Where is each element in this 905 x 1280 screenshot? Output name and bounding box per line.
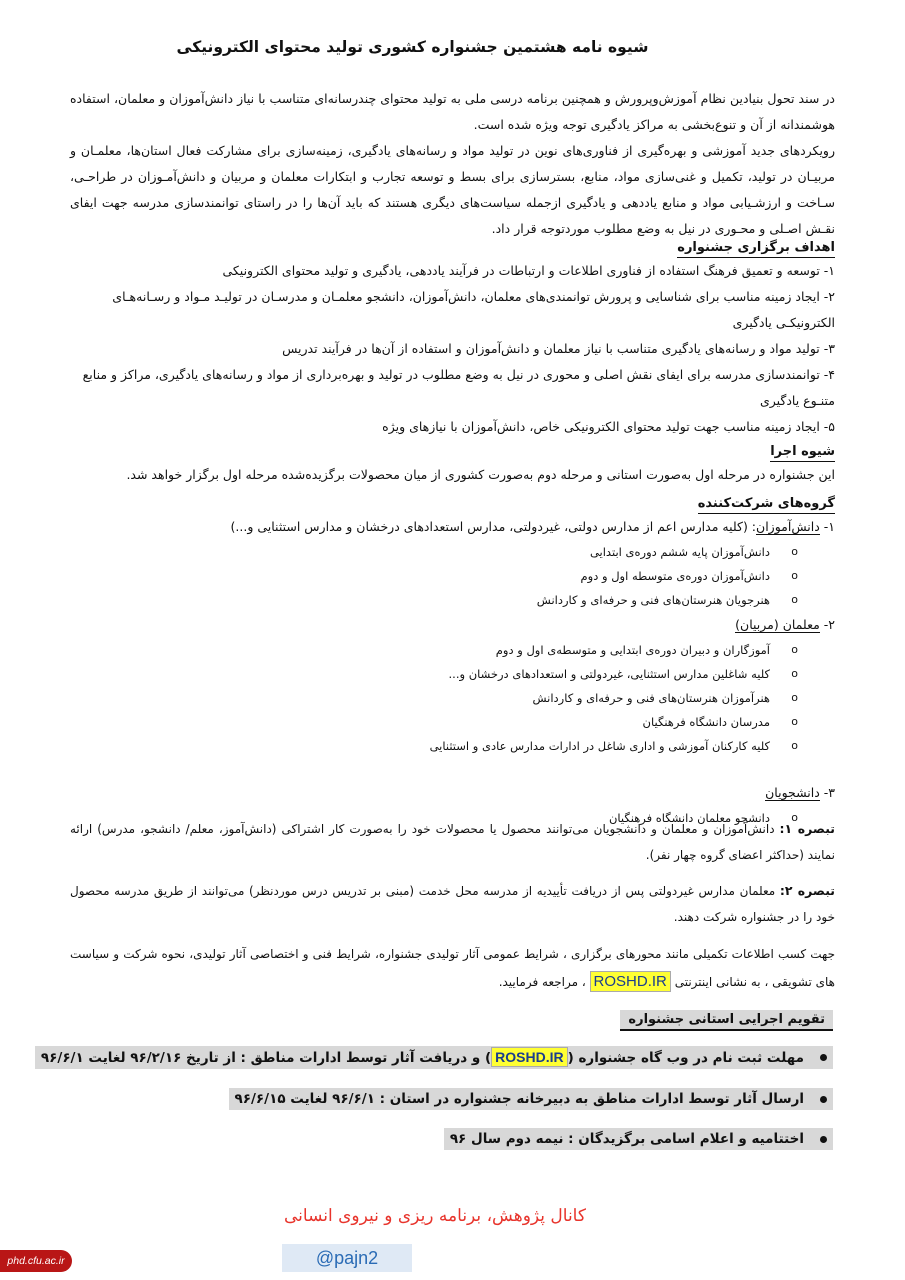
group-2-title xyxy=(70,612,835,638)
list-item: o هنرجویان هنرستان‌های فنی و حرفه‌ای و کاردانش xyxy=(70,588,770,612)
groups-heading: گروه‌های شرکت‌کننده xyxy=(698,495,835,514)
info-text-before: جهت کسب اطلاعات تکمیلی مانند محورهای برگزاری ، شرایط عمومی آثار تولیدی جشنواره، شرایط فنی و اختصاصی آثار تولیدی، نحوه شرکت و سیاست های تشویقی ، به نشانی اینترنتی xyxy=(70,947,835,989)
list-item: o آموزگاران و دبیران دوره‌ی ابتدایی و متوسطه‌ی اول و دوم xyxy=(70,638,770,662)
bullet-icon xyxy=(820,1136,827,1143)
bullet-icon xyxy=(820,1054,827,1061)
group-1-title xyxy=(70,514,835,540)
note-1-label: تبصره ۱: xyxy=(779,821,835,836)
calendar-item-2-text: ارسال آثار توسط ادارات مناطق به دبیرخانه جشنواره در استان : ۹۶/۶/۱ لغایت ۹۶/۶/۱۵ xyxy=(234,1091,804,1107)
calendar-item-1-b: ) و دریافت آثار توسط ادارات مناطق : از تاریخ ۹۶/۲/۱۶ لغایت ۹۶/۶/۱ xyxy=(40,1050,492,1066)
groups-section xyxy=(70,492,835,830)
bullet-icon xyxy=(820,1096,827,1103)
goals-heading: اهداف برگزاری جشنواره xyxy=(677,239,835,258)
note-1-text: دانش‌آموزان و معلمان و دانشجویان می‌توانند محصول یا محصولات خود را به‌صورت کار اشتراکی (دانش‌آموز، معلم/ دانشجو، مدرس) ارائه نمایند (حداکثر اعضای گروه چهار نفر). xyxy=(70,822,835,862)
group-1-list xyxy=(70,540,835,612)
method-section xyxy=(70,440,835,488)
group-2-label: معلمان (مربیان) xyxy=(735,617,820,632)
list-item: o کلیه شاغلین مدارس استثنایی، غیردولتی و استعدادهای درخشان و... xyxy=(70,662,770,686)
note-2-label: تبصره ۲: xyxy=(779,883,835,898)
intro-section xyxy=(70,86,835,242)
list-item: o دانشجو معلمان دانشگاه فرهنگیان xyxy=(70,806,770,830)
group-2-list xyxy=(70,638,835,758)
method-text: این جشنواره در مرحله اول به‌صورت استانی و مرحله دوم به‌صورت کشوری از میان محصولات برگزیده‌شده مرحله اول برگزار خواهد شد. xyxy=(126,467,835,482)
method-heading: شیوه اجرا xyxy=(770,443,835,462)
info-section xyxy=(70,940,835,996)
note-2-text: معلمان مدارس غیردولتی پس از دریافت تأییدیه از مدرسه محل خدمت (مبنی بر تدریس درس موردنظر) می‌توانند از طریق مدرسه محصول خود را در جشنواره شرکت دهند. xyxy=(70,884,835,924)
calendar-item-1-a: مهلت ثبت نام در وب گاه جشنواره ( xyxy=(567,1050,804,1066)
calendar-item-1 xyxy=(35,1046,833,1069)
page-title: شیوه نامه هشتمین جشنواره کشوری تولید محتوای الکترونیکی xyxy=(176,38,649,56)
goal-item: ۵- ایجاد زمینه مناسب جهت تولید محتوای الکترونیکی خاص، دانش‌آموزان با نیازهای ویژه xyxy=(382,419,835,434)
group-3-label: دانشجویان xyxy=(765,785,820,800)
list-item: o دانش‌آموزان دوره‌ی متوسطه اول و دوم xyxy=(70,564,770,588)
goal-item: ۳- تولید مواد و رسانه‌های یادگیری متناسب با نیاز معلمان و دانش‌آموزان و استفاده از آن‌ها در فرآیند تدریس xyxy=(282,341,835,356)
list-item: o مدرسان دانشگاه فرهنگیان xyxy=(70,710,770,734)
group-3-title xyxy=(70,780,835,806)
group-2-number: ۲- xyxy=(819,617,835,632)
note-2 xyxy=(70,878,835,930)
goal-item: ۱- توسعه و تعمیق فرهنگ استفاده از فناوری اطلاعات و ارتباطات در فرآیند یاددهی، یادگیری و تولید محتوای الکترونیکی xyxy=(222,263,835,278)
goal-item: ۴- توانمندسازی مدرسه برای ایفای نقش اصلی و محوری در نیل به وضع مطلوب در تولید و بهره‌برداری از مواد و رسانه‌های یادگیری، مراکز و منابع متنـوع یادگیری xyxy=(82,367,835,408)
list-item: o دانش‌آموزان پایه ششم دوره‌ی ابتدایی xyxy=(70,540,770,564)
intro-paragraph-1: در سند تحول بنیادین نظام آموزش‌وپرورش و همچنین برنامه درسی ملی به تولید محتوای چندرسانه‌ای متناسب با نیاز دانش‌آموزان و معلمان، استفاده هوشمندانه از آن و تنوع‌بخشی به مراکز یادگیری توجه ویژه شده است. xyxy=(70,91,835,132)
intro-paragraph-2: رویکردهای جدید آموزشی و بهره‌گیری از فناوری‌های نوین در تولید مواد و رسانه‌های یادگیری، زمینه‌سازی برای مشارکت فعال استان‌ها، معلمـان و مربیـان در تولید، تکمیل و غنی‌سازی مواد، منابع، بسترسازی برای بسط و توسعه تجارب و ابتکارات معلمان و مربیان و دانش‌آمـوزان در طراحـی، سـاخت و ارزشـیابی مواد و منابع یاددهی و یادگیری ازجمله سیاست‌های دیگری هستند که باید آن‌ها را در راستای توانمندسازی مدرسه جهت ایفای نقـش اصـلی و محـوری در نیل به وضع مطلوب موردتوجه قرار داد. xyxy=(70,143,835,236)
goals-section xyxy=(70,236,835,440)
info-text-after: ، مراجعه فرمایید. xyxy=(498,975,590,989)
group-1-desc: : (کلیه مدارس اعم از مدارس دولتی، غیردولتی، مدارس استعدادهای درخشان و مدارس استثنایی و...) xyxy=(230,519,757,534)
watermark-logo: phd.cfu.ac.ir xyxy=(0,1250,72,1272)
list-item: o کلیه کارکنان آموزشی و اداری شاغل در ادارات مدارس عادی و استثنایی xyxy=(70,734,770,758)
calendar-heading: تقویم اجرایی استانی جشنواره xyxy=(620,1010,833,1031)
group-3-number: ۳- xyxy=(819,785,835,800)
calendar-item-3 xyxy=(444,1128,833,1150)
channel-name: کانال پژوهش، برنامه ریزی و نیروی انسانی xyxy=(284,1206,586,1226)
channel-handle[interactable]: @pajn2 xyxy=(282,1244,412,1272)
calendar-item-3-text: اختتامیه و اعلام اسامی برگزیدگان : نیمه دوم سال ۹۶ xyxy=(449,1131,804,1147)
calendar-item-2 xyxy=(229,1088,833,1110)
group-1-label: دانش‌آموزان xyxy=(756,519,820,534)
list-item: o هنرآموزان هنرستان‌های فنی و حرفه‌ای و کاردانش xyxy=(70,686,770,710)
calendar-roshd-link[interactable]: ROSHD.IR xyxy=(491,1047,567,1067)
roshd-link[interactable]: ROSHD.IR xyxy=(590,971,671,992)
group-1-number: ۱- xyxy=(819,519,835,534)
note-1 xyxy=(70,816,835,868)
goal-item: ۲- ایجاد زمینه مناسب برای شناسایی و پرورش توانمندی‌های معلمان، دانش‌آموزان، دانشجو معلمـان و مدرسـان در تولیـد مـواد و رسـانه‌هـای الکترونیکـی یادگیری xyxy=(112,289,835,330)
